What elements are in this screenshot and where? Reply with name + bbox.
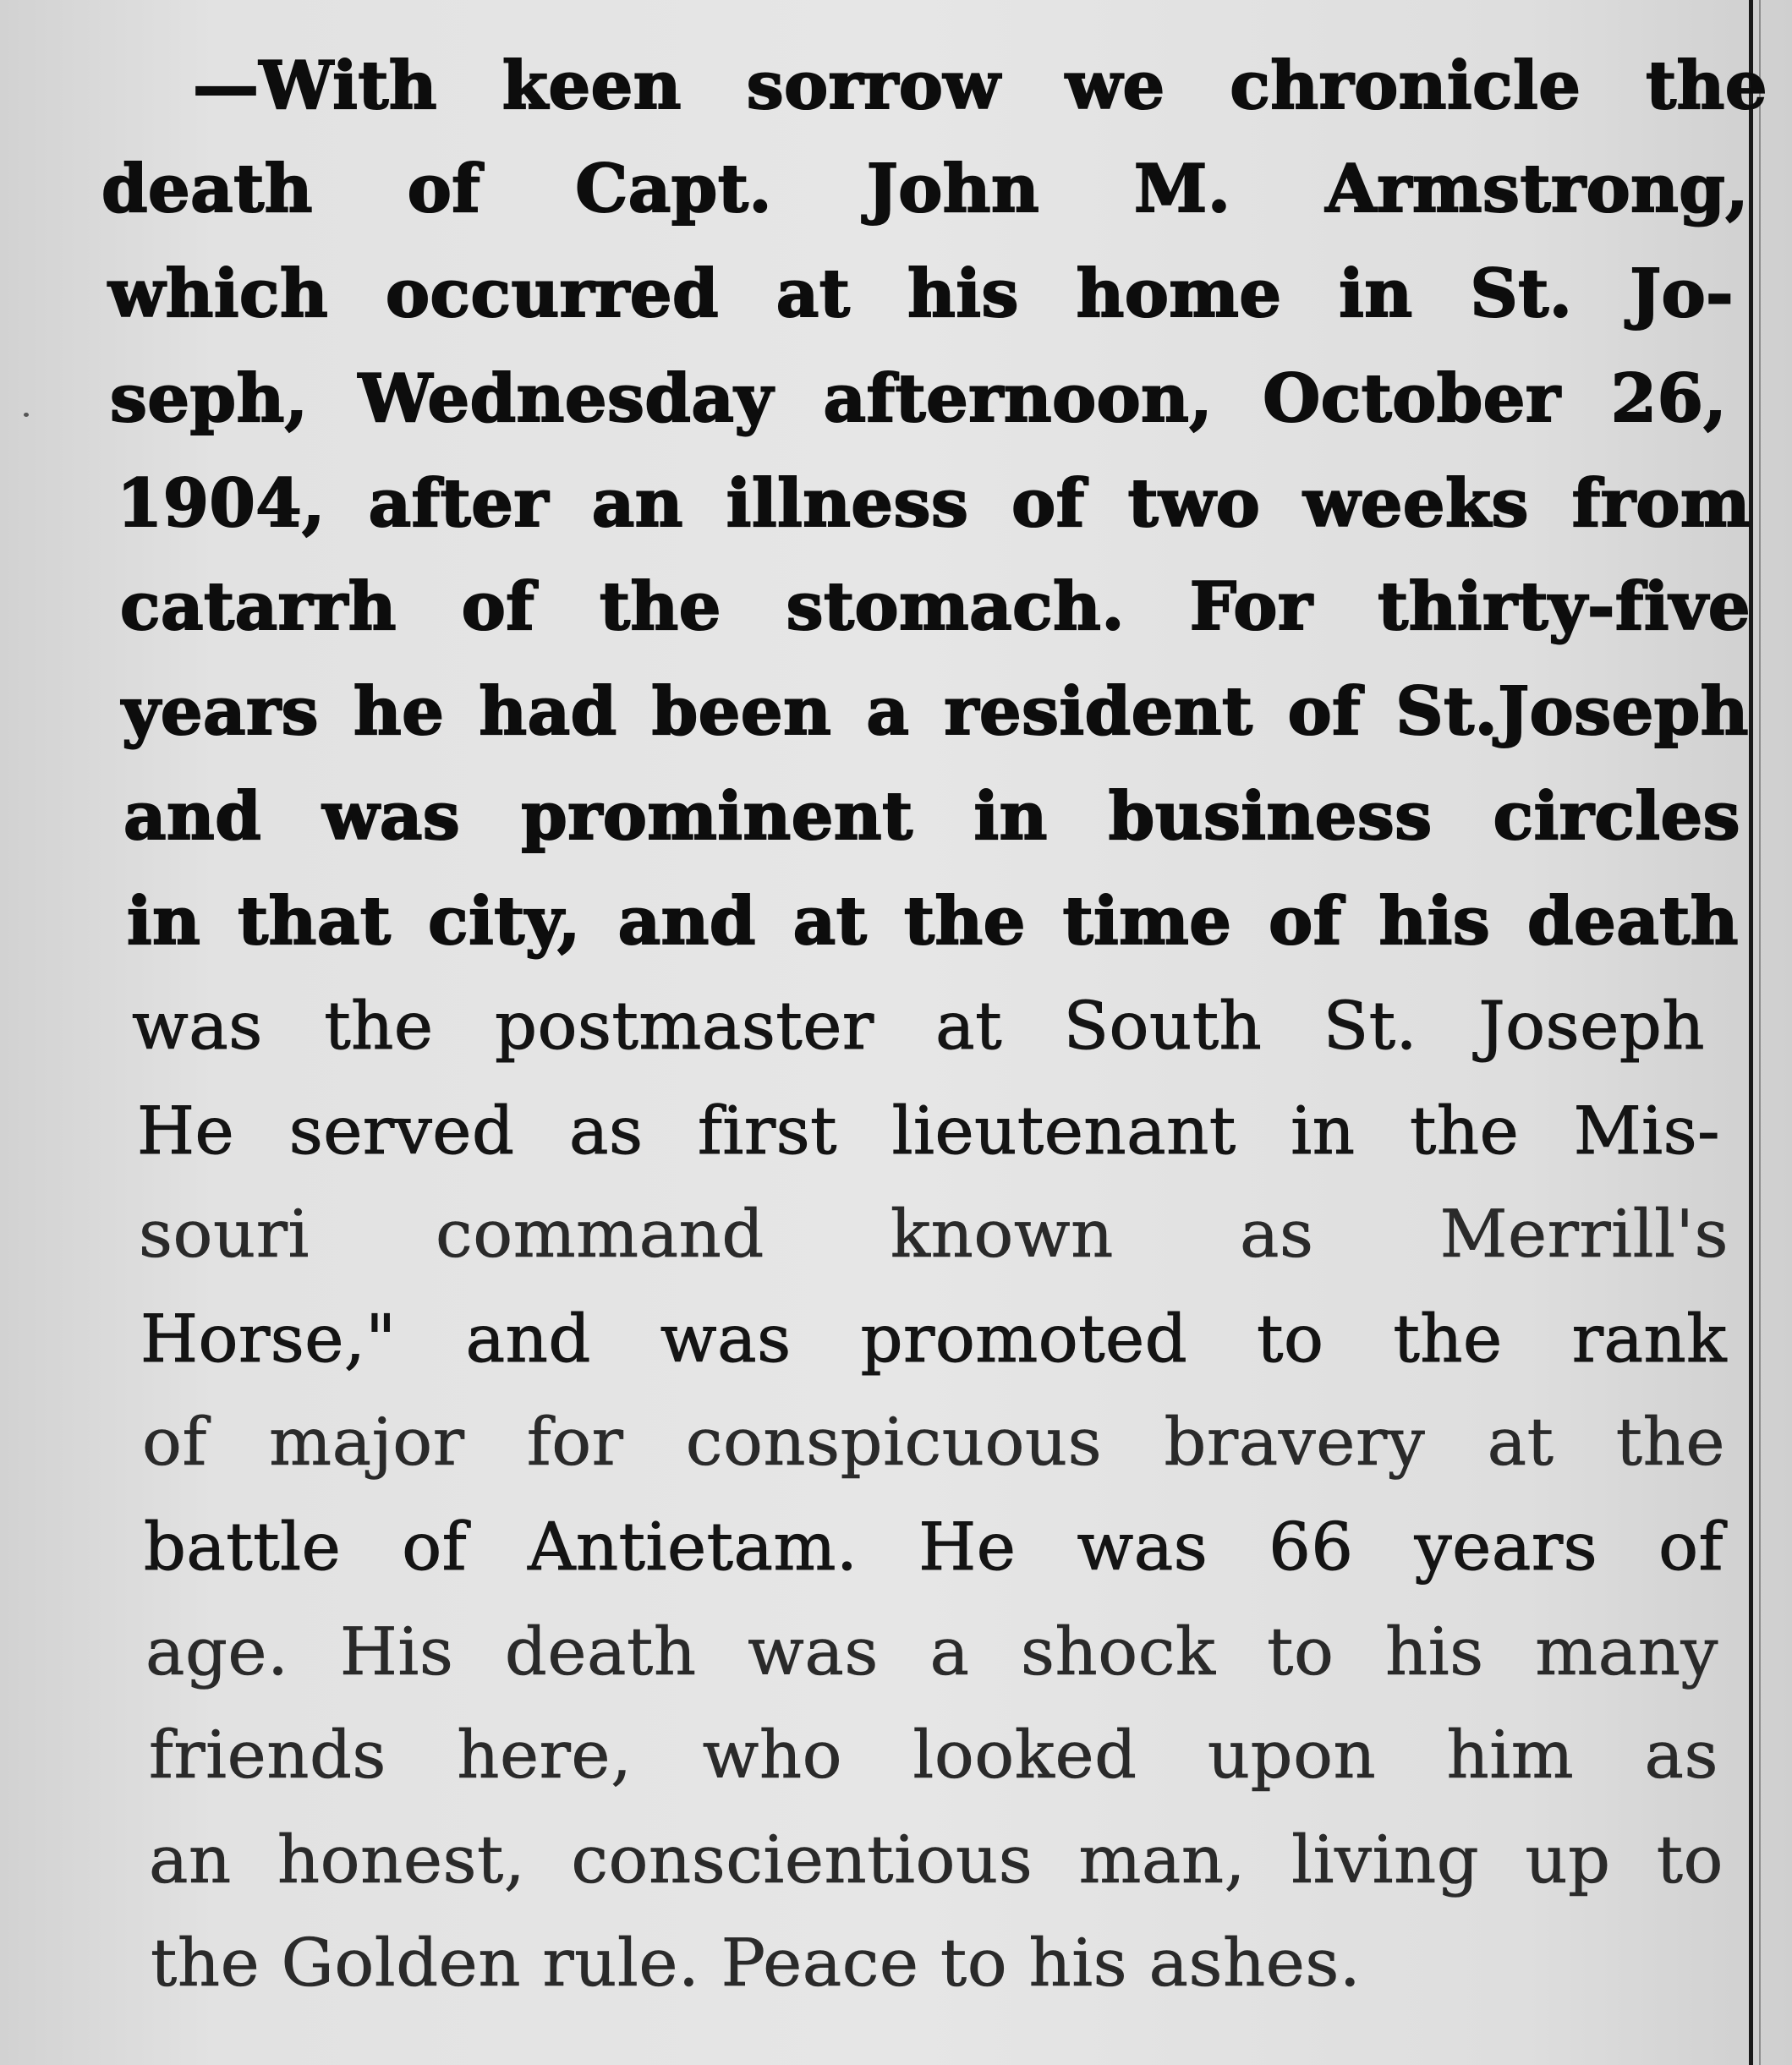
article-line-19: the Golden rule. Peace to his ashes.	[151, 1925, 1362, 2002]
article-line-15: battle of Antietam. He was 66 years of	[144, 1509, 1723, 1586]
article-line-1: —With keen sorrow we chronicle the	[193, 47, 1767, 124]
article-line-18: an honest, conscientious man, living up to	[149, 1822, 1723, 1898]
article-line-6: catarrh of the stomach. For thirty-five	[120, 568, 1751, 645]
article-line-8: and was prominent in business circles	[123, 778, 1740, 855]
article-line-16: age. His death was a shock to his many	[145, 1614, 1718, 1690]
article-line-7: years he had been a resident of St.Joseph	[122, 673, 1749, 750]
article-line-9: in that city, and at the time of his death	[127, 883, 1739, 960]
article-line-14: of major for conspicuous bravery at the	[142, 1405, 1725, 1481]
article-line-2: death of Capt. John M. Armstrong,	[101, 151, 1749, 227]
article-line-3: which occurred at his home in St. Jo-	[108, 255, 1734, 332]
article-line-17: friends here, who looked upon him as	[149, 1717, 1718, 1794]
article-line-12: souri command known as Merrill's	[139, 1197, 1729, 1273]
article-line-11: He served as first lieutenant in the Mis-	[137, 1093, 1720, 1169]
article-line-5: 1904, after an illness of two weeks from	[117, 465, 1751, 542]
article-line-4: seph, Wednesday afternoon, October 26,	[110, 360, 1727, 437]
article-line-13: Horse," and was promoted to the rank	[140, 1301, 1727, 1378]
article-line-10: was the postmaster at South St. Joseph	[132, 989, 1705, 1065]
